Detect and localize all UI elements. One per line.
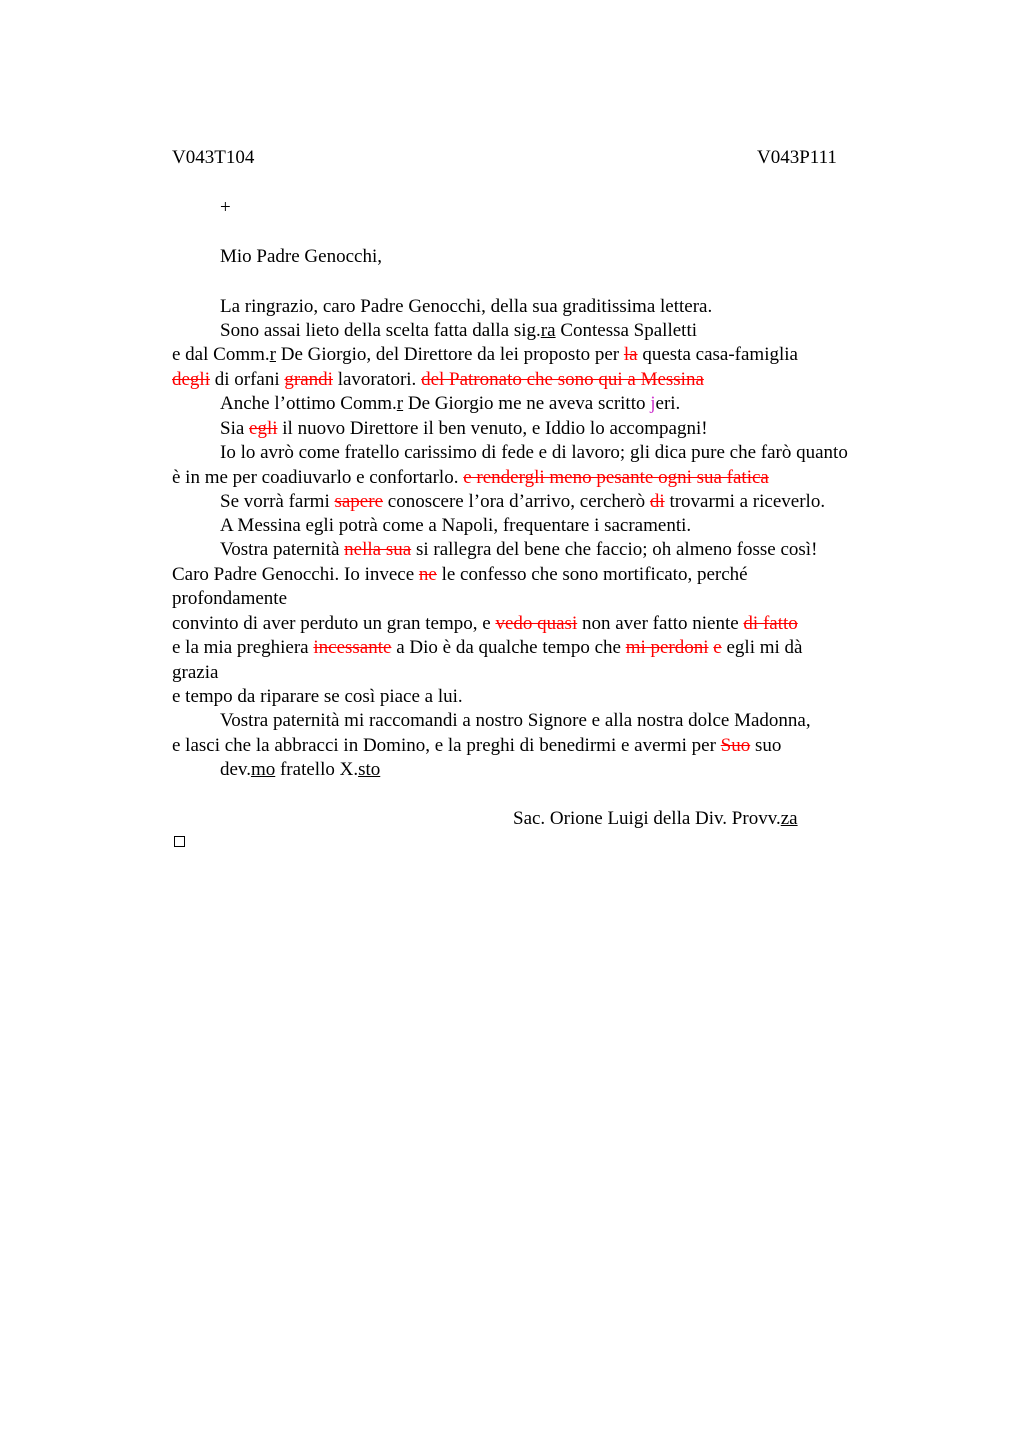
end-box-icon — [174, 836, 185, 847]
text-line: è in me per coadiuvarlo e confortarlo. e rendergli meno pesante ogni sua fatica — [172, 467, 769, 488]
text-line: grazia — [172, 662, 219, 683]
deletion: e rendergli meno pesante ogni sua fatica — [463, 467, 769, 488]
deletion: Suo — [720, 735, 751, 756]
right-code: V043P111 — [757, 147, 837, 168]
text-line: Se vorrà farmi sapere conoscere l’ora d’arrivo, cercherò di trovarmi a riceverlo. — [220, 491, 826, 512]
text-line: Io lo avrò come fratello carissimo di fede e di lavoro; gli dica pure che farò quanto — [220, 442, 848, 463]
text-line: Vostra paternità mi raccomandi a nostro Signore e alla nostra dolce Madonna, — [220, 710, 811, 731]
text-line: e tempo da riparare se così piace a lui. — [172, 686, 463, 707]
text-line: profondamente — [172, 588, 288, 609]
text-line: e dal Comm.r De Giorgio, del Direttore da lei proposto per la questa casa-famiglia — [172, 344, 798, 365]
deletion: la — [623, 344, 638, 365]
text-line: degli di orfani grandi lavoratori. del Patronato che sono qui a Messina — [172, 369, 704, 390]
insertion: j — [650, 393, 656, 414]
text-line: e lasci che la abbracci in Domino, e la preghi di benedirmi e avermi per Suo suo — [172, 735, 782, 756]
deletion: di — [649, 491, 665, 512]
deletion: egli — [249, 418, 278, 439]
deletion: incessante — [313, 637, 392, 658]
signature: Sac. Orione Luigi della Div. Provv.za — [513, 808, 798, 829]
deletion: e — [713, 637, 722, 658]
deletion: mi perdoni — [625, 637, 709, 658]
text-line: Caro Padre Genocchi. Io invece ne le confesso che sono mortificato, perché — [172, 564, 748, 585]
text-line: Vostra paternità nella sua si rallegra del bene che faccio; oh almeno fosse così! — [220, 539, 818, 560]
deletion: ne — [418, 564, 437, 585]
deletion: vedo quasi — [495, 613, 578, 634]
closing-line: dev.mo fratello X.sto — [220, 759, 381, 780]
deletion: di fatto — [743, 613, 798, 634]
salutation: Mio Padre Genocchi, — [220, 246, 382, 267]
left-code: V043T104 — [172, 147, 255, 168]
text-line: Sia egli il nuovo Direttore il ben venuto, e Iddio lo accompagni! — [220, 418, 708, 439]
text-line: e la mia preghiera incessante a Dio è da qualche tempo che mi perdoni e egli mi dà — [172, 637, 803, 658]
text-line: convinto di aver perduto un gran tempo, e vedo quasi non aver fatto niente di fatto — [172, 613, 798, 634]
deletion: del Patronato che sono qui a Messina — [421, 369, 704, 390]
deletion: nella sua — [344, 539, 412, 560]
cross-mark: + — [220, 197, 231, 218]
deletion: grandi — [284, 369, 333, 390]
deletion: degli — [172, 369, 210, 390]
text-line: A Messina egli potrà come a Napoli, frequentare i sacramenti. — [220, 515, 692, 536]
text-line: La ringrazio, caro Padre Genocchi, della sua graditissima lettera. — [220, 296, 713, 317]
text-line: Sono assai lieto della scelta fatta dalla sig.ra Contessa Spalletti — [220, 320, 697, 341]
deletion: sapere — [334, 491, 384, 512]
text-line: Anche l’ottimo Comm.r De Giorgio me ne aveva scritto jeri. — [220, 393, 681, 414]
